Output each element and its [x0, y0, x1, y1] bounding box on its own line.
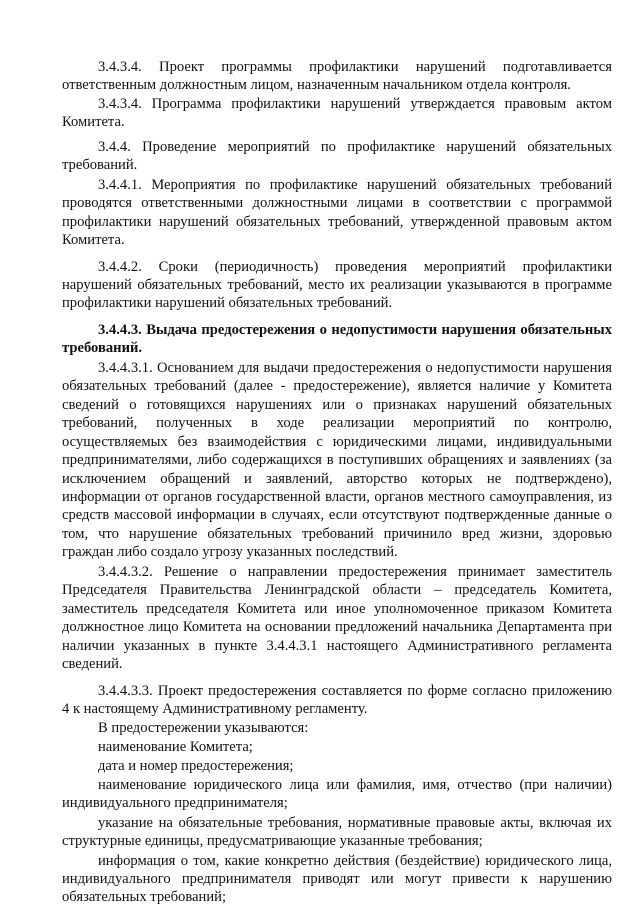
list-item-entity-name: наименование юридического лица или фамилия, имя, отчество (при наличии) индивидуального предпринимателя; — [62, 776, 612, 812]
list-item-committee-name: наименование Комитета; — [98, 738, 253, 755]
paragraph-3-4-4: 3.4.4. Проведение мероприятий по профилактике нарушений обязательных требований. — [62, 138, 612, 174]
list-item-date-number: дата и номер предостережения; — [98, 758, 294, 775]
paragraph-3-4-3-4-approval: 3.4.3.4. Программа профилактики нарушений утверждается правовым актом Комитета. — [62, 95, 612, 131]
paragraph-3-4-4-1: 3.4.4.1. Мероприятия по профилактике нарушений обязательных требований проводятся ответственными должностными лицами в соответствии с программой профилактики нарушений обязательных требований, утвержденной правовым актом Комитета. — [62, 176, 612, 249]
paragraph-3-4-4-3-3: 3.4.4.3.3. Проект предостережения составляется по форме согласно приложению 4 к настоящему Административному регламенту. — [62, 682, 612, 717]
paragraph-3-4-4-3-1: 3.4.4.3.1. Основанием для выдачи предостережения о недопустимости нарушения обязательных требований (далее - предостережение), является наличие у Комитета сведений о готовящихся нарушениях или о признаках нарушений обязательных требований, полученных в ходе реализации мероприятий по контролю, осуществляемых без взаимодействия с юридическими лицами, индивидуальными предпринимателями, либо содержащихся в поступивших обращениях и заявлениях (за исключением обращений и заявлений, авторство которых не подтверждено), информации от органов государственной власти, органов местного самоуправления, из средств массовой информации в случаях, если отсутствуют подтвержденные данные о том, что нарушение обязательных требований причинило вред жизни, здоровью граждан либо создало угрозу указанных последствий. — [62, 359, 612, 561]
list-item-requirements: указание на обязательные требования, нормативные правовые акты, включая их структурные единицы, предусматривающие указанные требования; — [62, 814, 612, 850]
paragraph-warning-contents: В предостережении указываются: — [98, 720, 309, 737]
paragraph-3-4-4-3-heading: 3.4.4.3. Выдача предостережения о недопустимости нарушения обязательных требований. — [62, 321, 612, 357]
paragraph-3-4-4-2: 3.4.4.2. Сроки (периодичность) проведения мероприятий профилактики нарушений обязательных требований, место их реализации указываются в программе профилактики нарушений обязательных требований. — [62, 258, 612, 312]
document-page — [62, 58, 612, 907]
paragraph-3-4-4-3-2: 3.4.4.3.2. Решение о направлении предостережения принимает заместитель Председателя Правительства Ленинградской области – председатель Комитета, заместитель председателя Комитета или иное уполномоченное приказом Комитета должностное лицо Комитета на основании предложений начальника Департамента при наличии указанных в пункте 3.4.4.3.1 настоящего Административного регламента сведений. — [62, 563, 612, 673]
paragraph-3-4-3-4-draft: 3.4.3.4. Проект программы профилактики нарушений подготавливается ответственным должностным лицом, назначенным начальником отдела контроля. — [62, 59, 612, 94]
list-item-actions-info: информация о том, какие конкретно действия (бездействие) юридического лица, индивидуального предпринимателя приводят или могут привести к нарушению обязательных требований; — [62, 852, 612, 906]
